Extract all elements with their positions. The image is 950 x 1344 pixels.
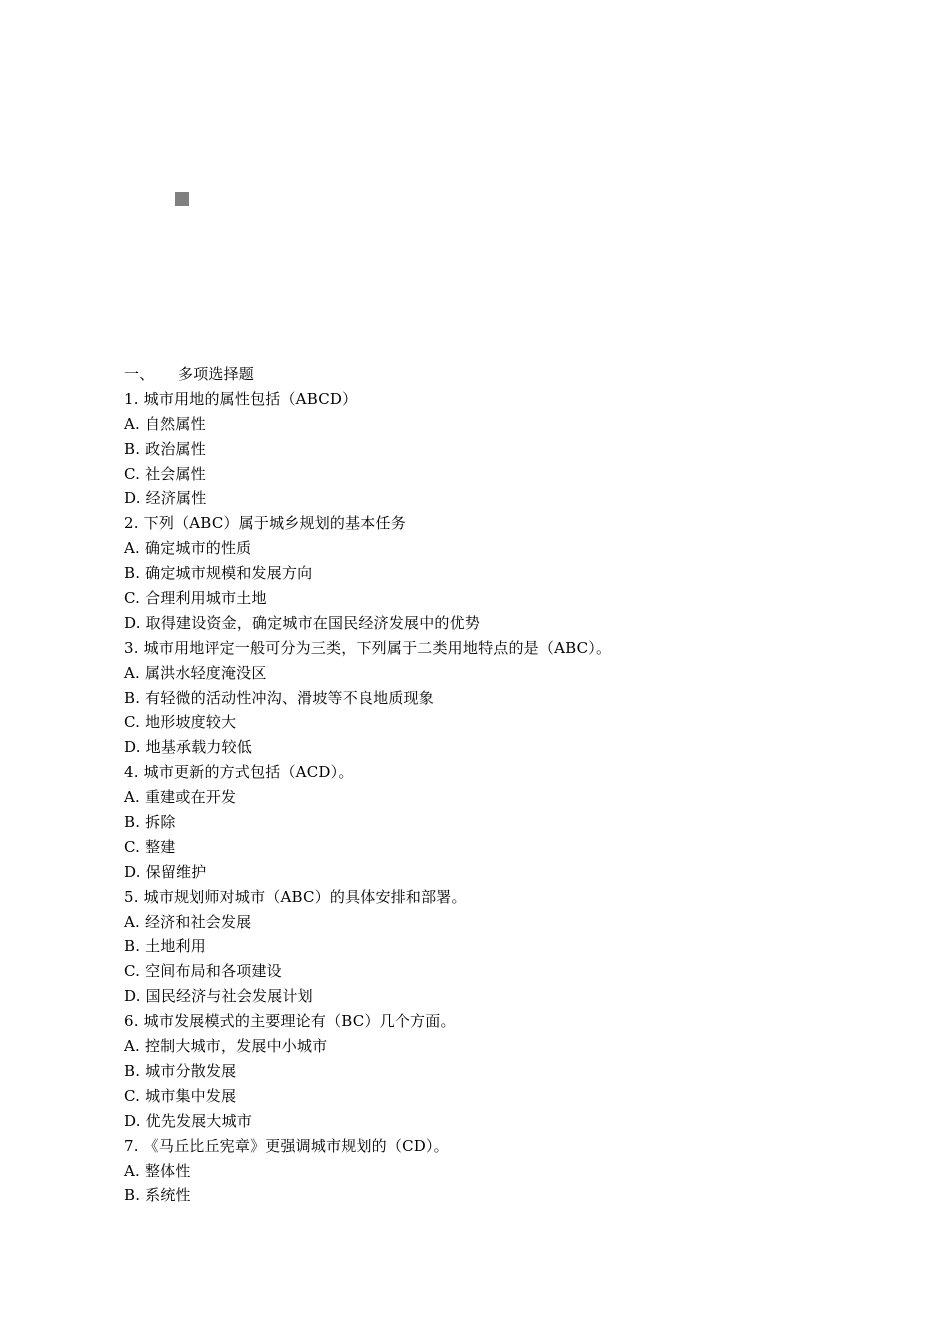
question-list [124,362,884,1208]
text-line: D. 优先发展大城市 [124,1111,253,1130]
text-line: C. 整建 [124,837,176,856]
text-line: 3. 城市用地评定一般可分为三类，下列属于二类用地特点的是（ABC）。 [124,638,612,657]
text-line: D. 国民经济与社会发展计划 [124,987,313,1006]
gray-square-marker [175,192,189,206]
text-line: 4. 城市更新的方式包括（ACD）。 [124,763,354,782]
text-line: A. 确定城市的性质 [124,539,252,558]
section-title: 多项选择题 [178,365,255,383]
text-line: 5. 城市规划师对城市（ABC）的具体安排和部署。 [124,887,467,906]
text-line: C. 社会属性 [124,464,206,483]
text-line: C. 空间布局和各项建设 [124,962,282,981]
text-line: C. 合理利用城市土地 [124,589,267,608]
text-line: C. 地形坡度较大 [124,713,237,732]
text-line: D. 经济属性 [124,489,207,508]
text-line: D. 取得建设资金，确定城市在国民经济发展中的优势 [124,613,481,632]
text-line: B. 系统性 [124,1186,191,1205]
text-line: D. 保留维护 [124,862,207,881]
lines-container [124,387,884,1208]
text-line: A. 整体性 [124,1161,191,1180]
text-line: B. 有轻微的活动性冲沟、滑坡等不良地质现象 [124,688,434,707]
text-line: 7. 《马丘比丘宪章》更强调城市规划的（CD）。 [124,1136,449,1155]
text-line: A. 属洪水轻度淹没区 [124,663,267,682]
text-line: D. 地基承载力较低 [124,738,253,757]
text-line: B. 政治属性 [124,439,206,458]
text-line: A. 重建或在开发 [124,788,237,807]
section-number: 一、 [124,365,155,383]
text-line: B. 拆除 [124,813,176,832]
text-line: B. 城市分散发展 [124,1061,237,1080]
text-line: A. 经济和社会发展 [124,912,252,931]
text-line: B. 确定城市规模和发展方向 [124,564,313,583]
section-heading [124,362,884,387]
text-line: 1. 城市用地的属性包括（ABCD） [124,389,358,408]
text-line: 6. 城市发展模式的主要理论有（BC）几个方面。 [124,1012,456,1031]
text-line: B. 土地利用 [124,937,206,956]
text-line: C. 城市集中发展 [124,1086,237,1105]
text-line: A. 自然属性 [124,414,206,433]
text-line: A. 控制大城市，发展中小城市 [124,1037,328,1056]
text-line: 2. 下列（ABC）属于城乡规划的基本任务 [124,514,406,533]
